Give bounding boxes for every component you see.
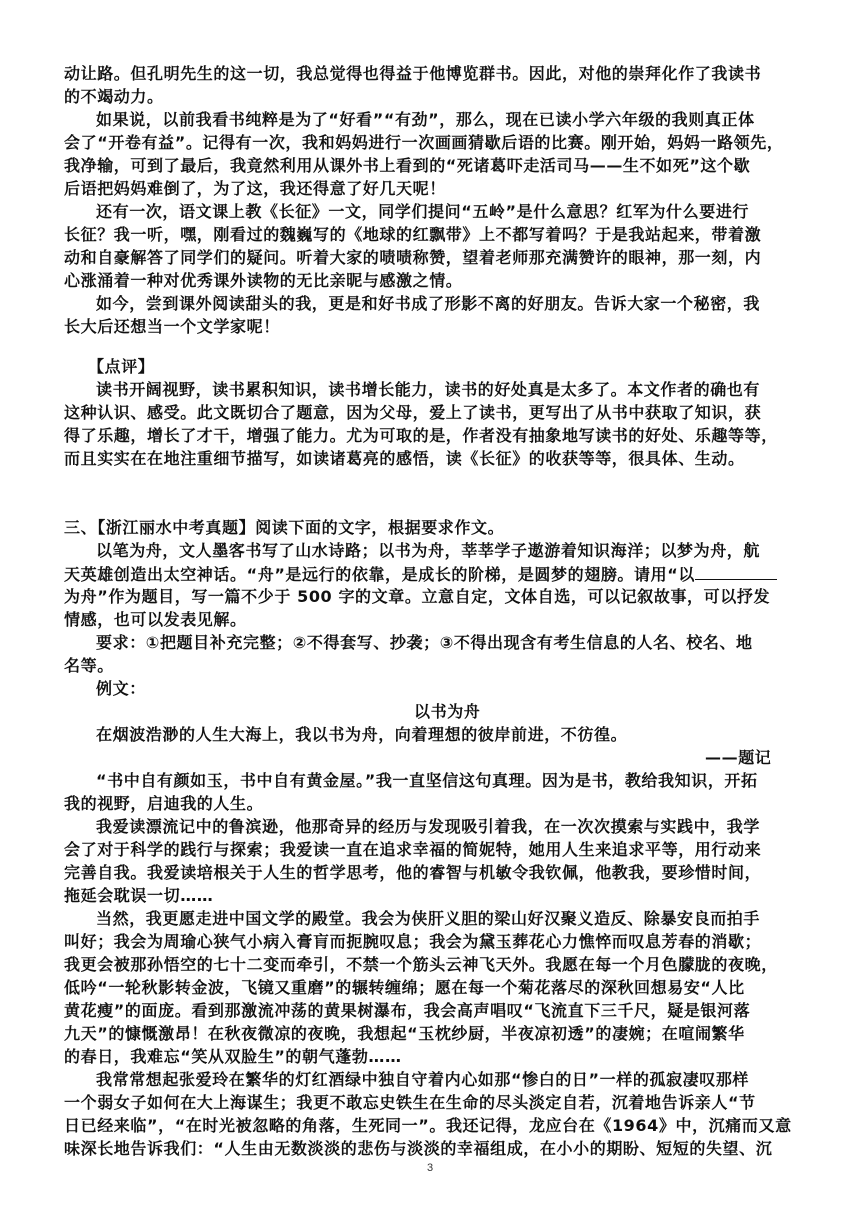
essay-line: 完善自我。我爱读培根关于人生的哲学思考，他的睿智与机敏令我钦佩，他教我，要珍惜时间，: [64, 863, 762, 882]
prompt-line-text: 天英雄创造出太空神话。“舟”是远行的依靠，是成长的阶梯，是圆梦的翅膀。请用“以: [64, 565, 695, 584]
comment-line: 而且实实在在地注重细节描写，如读诸葛亮的感悟，读《长征》的收获等等，很具体、生动。: [64, 449, 745, 468]
task-heading: 三、【浙江丽水中考真题】阅读下面的文字，根据要求作文。: [64, 518, 505, 537]
essay-line: 味深长地告诉我们：“人生由无数淡淡的悲伤与淡淡的幸福组成，在小小的期盼、短短的失望、沉: [64, 1139, 773, 1158]
essay-line: 黄花瘦”的面庞。看到那激流冲荡的黄果树瀑布，我会高声唱叹“飞流直下三千尺，疑是银河落: [64, 1001, 751, 1020]
text-line: 动让路。但孔明先生的这一切，我总觉得也得益于他博览群书。因此，对他的崇拜化作了我读书: [64, 64, 762, 83]
comment-heading: 【点评】: [88, 357, 155, 376]
essay-title: 以书为舟: [414, 702, 481, 721]
essay-line: 当然，我更愿走进中国文学的殿堂。我会为侠肝义胆的梁山好汉聚义造反、除暴安良而拍手: [96, 909, 761, 928]
comment-line: 得了乐趣，增长了才干，增强了能力。尤为可取的是，作者没有抽象地写读书的好处、乐趣等等，: [64, 426, 778, 445]
essay-line: 的春日，我难忘“笑从双脸生”的朝气蓬勃……: [64, 1047, 402, 1066]
text-line: 我净输，可到了最后，我竟然利用从课外书上看到的“死诸葛吓走活司马——生不如死”这个歇: [64, 156, 751, 175]
text-line: 如今，尝到课外阅读甜头的我，更是和好书成了形影不离的好朋友。告诉大家一个秘密，我: [96, 294, 761, 313]
text-line: 心涨涌着一种对优秀课外读物的无比亲昵与感激之情。: [64, 271, 463, 290]
essay-line: 日已经来临”，“在时光被忽略的角落，生死同一”。我还记得，龙应台在《1964》中，沉痛而又意: [64, 1116, 792, 1135]
essay-line: “书中自有颜如玉，书中自有黄金屋。”我一直坚信这句真理。因为是书，教给我知识，开拓: [96, 771, 758, 790]
prompt-line: 为舟”作为题目，写一篇不少于 500 字的文章。立意自定，文体自选，可以记叙故事，可以抒发: [64, 587, 771, 606]
text-line: 还有一次，语文课上教《长征》一文，同学们提问“五岭”是什么意思？红军为什么要进行: [96, 202, 750, 221]
requirement-line: 要求：①把题目补充完整；②不得套写、抄袭；③不得出现含有考生信息的人名、校名、地: [96, 633, 753, 652]
requirement-line: 名等。: [64, 656, 114, 675]
text-line: 如果说，以前我看书纯粹是为了“好看”“有劲”，那么，现在已读小学六年级的我则真正体: [96, 110, 755, 129]
example-label: 例文：: [96, 679, 146, 698]
title-blank: [695, 563, 777, 580]
text-line: 后语把妈妈难倒了，为了这，我还得意了好几天呢！: [64, 179, 446, 198]
text-line: 会了“开卷有益”。记得有一次，我和妈妈进行一次画画猜歇后语的比赛。刚开始，妈妈一路领先，: [64, 133, 784, 152]
essay-line: 低吟“一轮秋影转金波，飞镜又重磨”的辗转缠绵；愿在每一个菊花落尽的深秋回想易安“人比: [64, 978, 745, 997]
comment-line: 读书开阔视野，读书累积知识，读书增长能力，读书的好处真是太多了。本文作者的确也有: [96, 380, 761, 399]
epigraph-sign: ——题记: [705, 748, 772, 767]
epigraph: 在烟波浩渺的人生大海上，我以书为舟，向着理想的彼岸前进，不彷徨。: [96, 725, 628, 744]
comment-line: 这种认识、感受。此文既切合了题意，因为父母，爱上了读书，更写出了从书中获取了知识，获: [64, 403, 762, 422]
essay-line: 叫好；我会为周瑜心狭气小病入膏肓而扼腕叹息；我会为黛玉葬花心力憔悴而叹息芳春的消歇；: [64, 932, 762, 951]
prompt-line: 情感，也可以发表见解。: [64, 610, 247, 629]
page-number: 3: [426, 1162, 434, 1174]
essay-line: 我更会被那孙悟空的七十二变而牵引，不禁一个筋头云神飞天外。我愿在每一个月色朦胧的夜晚，: [64, 955, 778, 974]
text-line: 动和自豪解答了同学们的疑问。听着大家的啧啧称赞，望着老师那充满赞许的眼神，那一刻，内: [64, 248, 762, 267]
essay-line: 一个弱女子如何在大上海谋生；我更不敢忘史铁生在生命的尽头淡定自若，沉着地告诉亲人“节: [64, 1093, 756, 1112]
prompt-line: 以笔为舟，文人墨客书写了山水诗路；以书为舟，莘莘学子遨游着知识海洋；以梦为舟，航: [96, 541, 761, 560]
essay-line: 会了对于科学的践行与探索；我爱读一直在追求幸福的简妮特，她用人生来追求平等，用行动来: [64, 840, 762, 859]
prompt-line: [64, 563, 777, 586]
essay-line: 我的视野，启迪我的人生。: [64, 794, 264, 813]
text-line: 长征？我一听，嘿，刚看过的魏巍写的《地球的红飘带》上不都写着吗？于是我站起来，带着激: [64, 225, 762, 244]
essay-line: 九天”的慷慨激昂！在秋夜微凉的夜晚，我想起“玉枕纱厨，半夜凉初透”的凄婉；在喧闹繁华: [64, 1024, 745, 1043]
text-line: 长大后还想当一个文学家呢！: [64, 317, 280, 336]
essay-line: 拖延会耽误一切……: [64, 886, 214, 905]
essay-line: 我常常想起张爱玲在繁华的灯红酒绿中独自守着内心如那“惨白的日”一样的孤寂凄叹那样: [96, 1070, 750, 1089]
essay-line: 我爱读漂流记中的鲁滨逊，他那奇异的经历与发现吸引着我，在一次次摸索与实践中，我学: [96, 817, 761, 836]
text-line: 的不竭动力。: [64, 87, 164, 106]
